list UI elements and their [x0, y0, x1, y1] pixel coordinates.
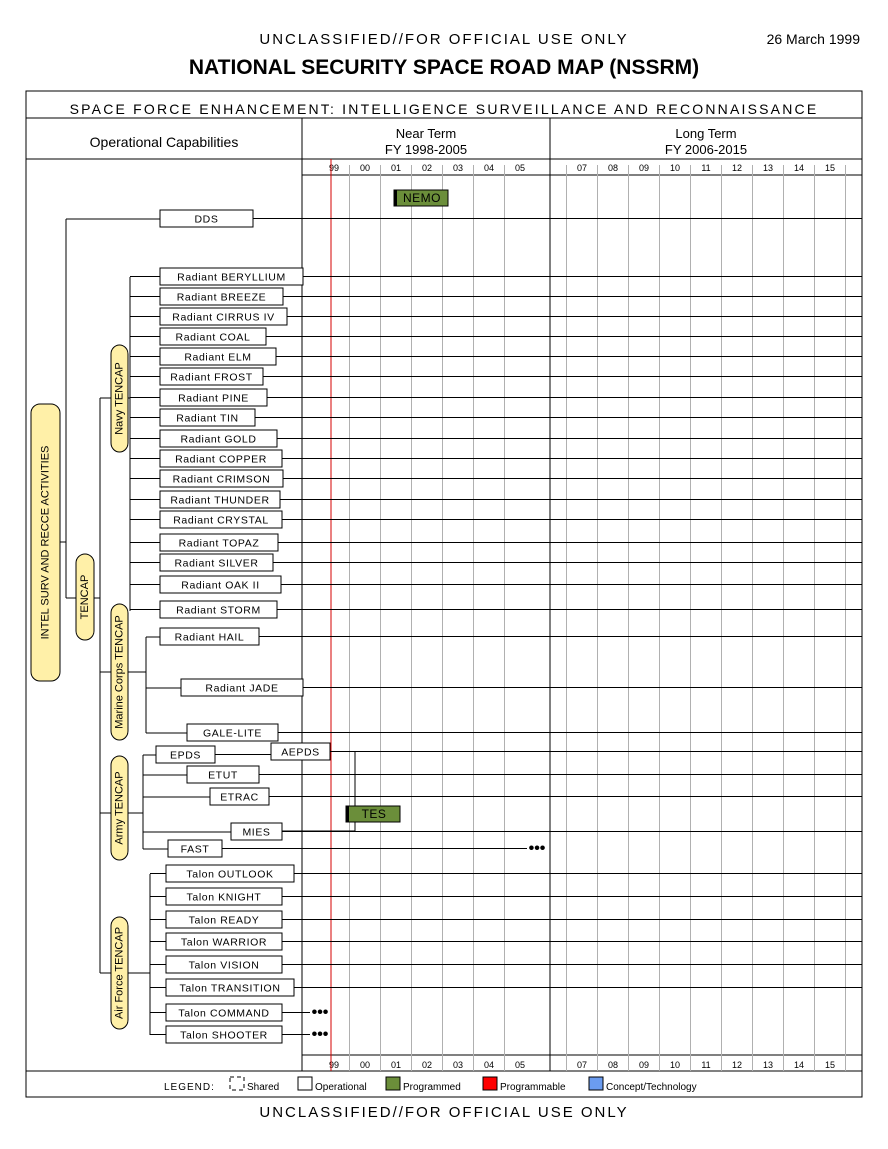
program-label: Talon TRANSITION	[179, 982, 281, 995]
continuation-dots: •••	[528, 840, 546, 857]
group-navy-tencap-label: Navy TENCAP	[113, 362, 126, 435]
year-tick-label: 00	[359, 163, 371, 173]
classification-header: UNCLASSIFIED//FOR OFFICIAL USE ONLY	[259, 31, 629, 48]
program-label: EPDS	[170, 749, 201, 762]
programmed-bar-start-marker	[346, 806, 349, 822]
year-tick-label: 03	[452, 1060, 464, 1070]
legend-label: Programmed	[403, 1082, 461, 1093]
program-label: Radiant CRIMSON	[172, 473, 271, 486]
legend-swatch	[230, 1077, 244, 1090]
program-label: Radiant THUNDER	[170, 494, 270, 507]
document-date: 26 March 1999	[766, 31, 860, 47]
page-title: NATIONAL SECURITY SPACE ROAD MAP (NSSRM)	[188, 56, 700, 79]
program-label: Radiant GOLD	[180, 433, 257, 446]
year-tick-label: 12	[731, 163, 743, 173]
year-tick-label: 01	[390, 163, 402, 173]
continuation-dots: •••	[311, 1004, 329, 1021]
program-label: Radiant JADE	[205, 682, 279, 695]
legend-swatch	[386, 1077, 400, 1090]
year-tick-label: 04	[483, 163, 495, 173]
programmed-bar-label: NEMO	[403, 191, 441, 205]
program-label: Radiant SILVER	[174, 557, 259, 570]
legend-swatch	[589, 1077, 603, 1090]
group-air-force-tencap-label: Air Force TENCAP	[113, 926, 126, 1020]
year-tick-label: 10	[669, 1060, 681, 1070]
year-tick-label: 11	[701, 163, 711, 173]
year-tick-label: 04	[483, 1060, 495, 1070]
program-label: FAST	[180, 843, 210, 856]
program-label: Radiant ELM	[184, 351, 252, 364]
program-label: Radiant BERYLLIUM	[177, 271, 286, 284]
program-label: DDS	[194, 213, 219, 226]
program-label: Radiant STORM	[176, 604, 261, 617]
legend-label: Shared	[247, 1082, 280, 1093]
program-label: Radiant HAIL	[174, 631, 245, 644]
group-marine-corps-tencap-label: Marine Corps TENCAP	[113, 615, 126, 729]
program-label: Radiant COAL	[175, 331, 251, 344]
program-label: Talon COMMAND	[178, 1007, 270, 1020]
capabilities-column-header: Operational Capabilities	[89, 134, 239, 150]
programmed-bar-start-marker	[394, 190, 397, 206]
year-tick-label: 13	[762, 163, 774, 173]
year-tick-label: 12	[731, 1060, 743, 1070]
legend-label: Concept/Technology	[606, 1082, 697, 1093]
year-tick-label: 15	[824, 163, 836, 173]
year-tick-label: 13	[762, 1060, 774, 1070]
legend-title: LEGEND:	[164, 1082, 215, 1093]
year-tick-label: 15	[824, 1060, 836, 1070]
legend-swatch	[298, 1077, 312, 1090]
roadmap-frame	[26, 91, 862, 1097]
program-label: Radiant TOPAZ	[178, 537, 260, 550]
program-label: Radiant CIRRUS IV	[172, 311, 275, 324]
year-tick-label: 08	[607, 1060, 619, 1070]
group-intel-surv-recce-label: INTEL SURV AND RECCE ACTIVITIES	[39, 445, 52, 640]
year-tick-label: 99	[328, 1060, 340, 1070]
program-label: Radiant CRYSTAL	[173, 514, 269, 527]
program-label: ETRAC	[220, 791, 259, 804]
year-tick-label: 05	[514, 1060, 526, 1070]
continuation-dots: •••	[311, 1026, 329, 1043]
year-tick-label: 10	[669, 163, 681, 173]
program-label: AEPDS	[281, 746, 320, 759]
program-label: Radiant COPPER	[175, 453, 267, 466]
program-label: MIES	[242, 826, 271, 839]
legend-swatch	[483, 1077, 497, 1090]
legend-label: Operational	[315, 1082, 367, 1093]
program-label: Radiant PINE	[178, 392, 249, 405]
year-tick-label: 09	[638, 163, 650, 173]
program-label: Talon KNIGHT	[186, 891, 262, 904]
year-tick-label: 99	[328, 163, 340, 173]
program-label: Talon READY	[188, 914, 260, 927]
near-term-header: Near Term	[395, 126, 457, 141]
year-tick-label: 01	[390, 1060, 402, 1070]
year-tick-label: 07	[576, 163, 588, 173]
year-tick-label: 00	[359, 1060, 371, 1070]
year-tick-label: 14	[793, 163, 805, 173]
legend-label: Programmable	[500, 1082, 566, 1093]
group-army-tencap-label: Army TENCAP	[113, 771, 126, 845]
near-term-fy: FY 1998-2005	[384, 142, 468, 157]
section-title: SPACE FORCE ENHANCEMENT: INTELLIGENCE SURVEILLANCE AND RECONNAISSANCE	[69, 101, 819, 117]
program-label: Radiant OAK II	[181, 579, 260, 592]
program-label: Radiant BREEZE	[176, 291, 267, 304]
year-tick-label: 09	[638, 1060, 650, 1070]
program-label: Talon WARRIOR	[180, 936, 268, 949]
program-label: Radiant TIN	[176, 412, 239, 425]
year-tick-label: 14	[793, 1060, 805, 1070]
long-term-fy: FY 2006-2015	[664, 142, 748, 157]
year-tick-label: 07	[576, 1060, 588, 1070]
program-label: GALE-LITE	[202, 727, 263, 740]
classification-footer: UNCLASSIFIED//FOR OFFICIAL USE ONLY	[259, 1104, 629, 1121]
programmed-bar-label: TES	[361, 807, 387, 821]
program-label: Talon SHOOTER	[180, 1029, 268, 1042]
year-tick-label: 11	[701, 1060, 711, 1070]
program-label: ETUT	[208, 769, 238, 782]
year-tick-label: 05	[514, 163, 526, 173]
year-tick-label: 08	[607, 163, 619, 173]
program-label: Radiant FROST	[170, 371, 253, 384]
program-label: Talon OUTLOOK	[186, 868, 274, 881]
year-tick-label: 02	[421, 163, 433, 173]
program-label: Talon VISION	[188, 959, 260, 972]
group-tencap-label: TENCAP	[79, 574, 91, 620]
year-tick-label: 03	[452, 163, 464, 173]
year-tick-label: 02	[421, 1060, 433, 1070]
long-term-header: Long Term	[675, 126, 737, 141]
